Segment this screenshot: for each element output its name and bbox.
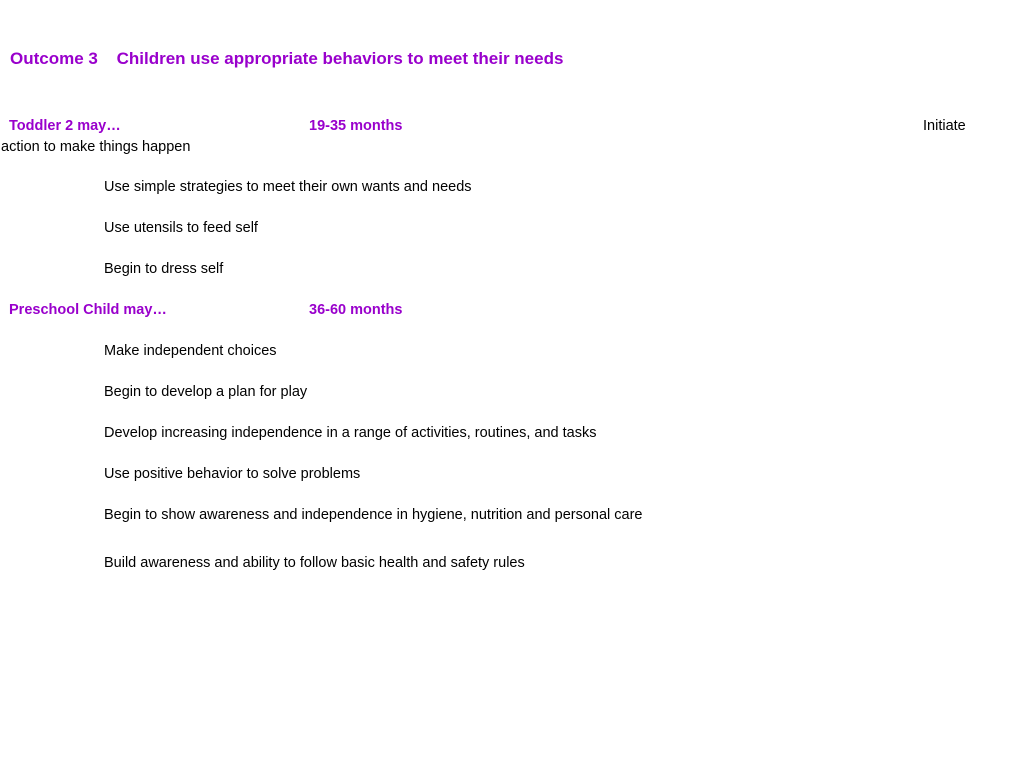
toddler-item: Use simple strategies to meet their own wants and needs bbox=[104, 179, 472, 195]
toddler-item-initiate-cont: action to make things happen bbox=[1, 139, 191, 155]
toddler-item-initiate: Initiate bbox=[923, 118, 966, 134]
preschool-item: Build awareness and ability to follow basic health and safety rules bbox=[104, 555, 525, 571]
outcome-title: Children use appropriate behaviors to meet their needs bbox=[116, 49, 564, 68]
preschool-item: Develop increasing independence in a range of activities, routines, and tasks bbox=[104, 425, 597, 441]
outcome-number: Outcome 3 bbox=[10, 49, 98, 68]
preschool-item: Make independent choices bbox=[104, 343, 277, 359]
toddler-item: Use utensils to feed self bbox=[104, 220, 258, 236]
toddler-age-range: 19-35 months bbox=[309, 118, 403, 134]
preschool-item: Use positive behavior to solve problems bbox=[104, 466, 361, 482]
toddler-label: Toddler 2 may… bbox=[9, 118, 121, 134]
toddler-item: Begin to dress self bbox=[104, 261, 224, 277]
preschool-label: Preschool Child may… bbox=[9, 302, 167, 318]
preschool-item: Begin to show awareness and independence in hygiene, nutrition and personal care bbox=[104, 507, 643, 523]
page-title bbox=[10, 49, 563, 69]
preschool-item: Begin to develop a plan for play bbox=[104, 384, 308, 400]
preschool-age-range: 36-60 months bbox=[309, 302, 403, 318]
